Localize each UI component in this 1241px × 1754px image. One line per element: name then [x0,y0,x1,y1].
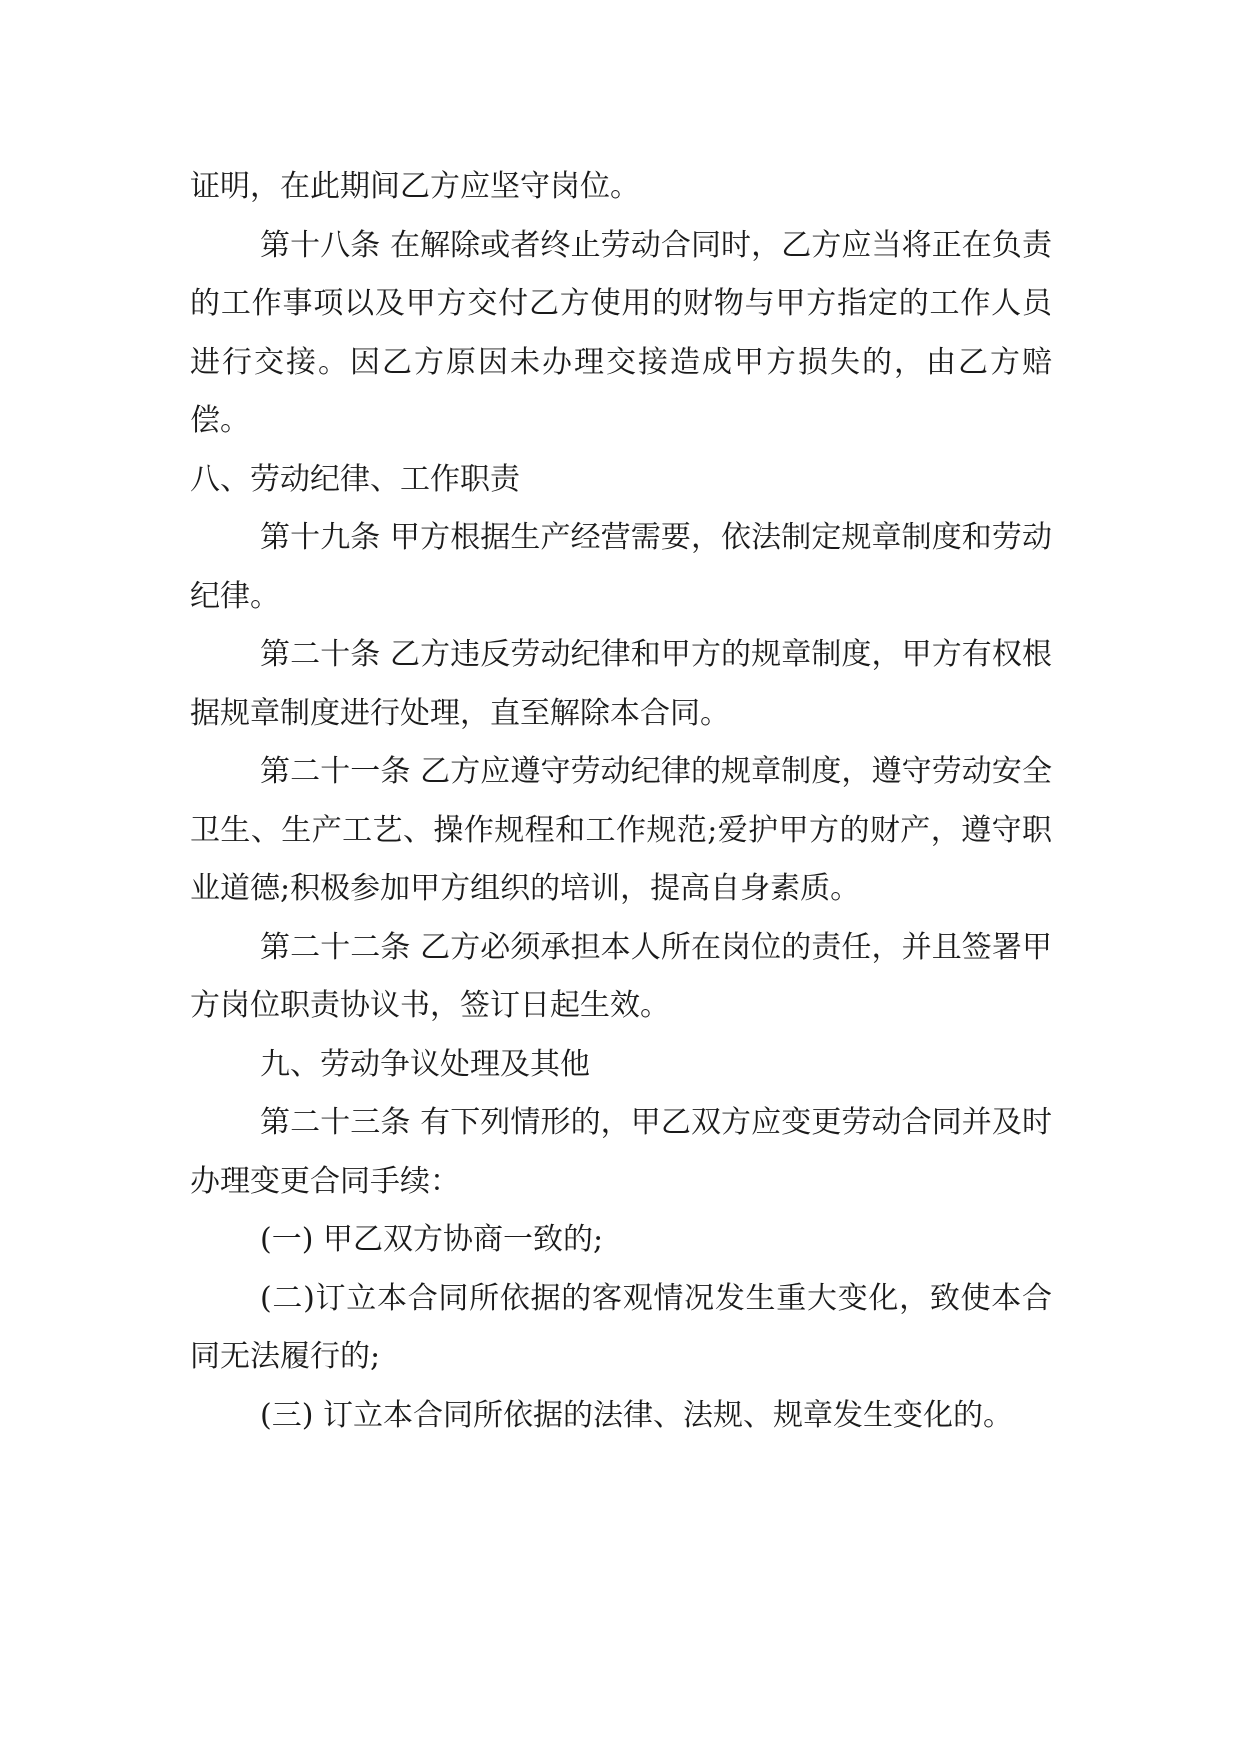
paragraph-article-21: 第二十一条 乙方应遵守劳动纪律的规章制度，遵守劳动安全卫生、生产工艺、操作规程和工作规范;爱护甲方的财产，遵守职业道德;积极参加甲方组织的培训，提高自身素质。 [190,754,1052,906]
paragraph-article-18: 第十八条 在解除或者终止劳动合同时，乙方应当将正在负责的工作事项以及甲方交付乙方使用的财物与甲方指定的工作人员进行交接。因乙方原因未办理交接造成甲方损失的，由乙方赔偿。 [190,227,1052,438]
paragraph-article-20: 第二十条 乙方违反劳动纪律和甲方的规章制度，甲方有权根据规章制度进行处理，直至解除本合同。 [190,637,1052,731]
section-heading-9: 九、劳动争议处理及其他 [260,1046,590,1082]
paragraph-article-22: 第二十二条 乙方必须承担本人所在岗位的责任，并且签署甲方岗位职责协议书，签订日起生效。 [190,929,1052,1023]
paragraph-continuation: 证明，在此期间乙方应坚守岗位。 [190,169,640,204]
list-item-1: (一) 甲乙双方协商一致的; [260,1222,604,1257]
document-body [190,158,1052,1445]
list-item-2: (二)订立本合同所依据的客观情况发生重大变化，致使本合同无法履行的; [190,1280,1052,1374]
paragraph-article-23: 第二十三条 有下列情形的，甲乙双方应变更劳动合同并及时办理变更合同手续： [190,1105,1052,1199]
section-heading-8: 八、劳动纪律、工作职责 [190,461,520,497]
paragraph-article-19: 第十九条 甲方根据生产经营需要，依法制定规章制度和劳动纪律。 [190,520,1052,614]
list-item-3: (三) 订立本合同所依据的法律、法规、规章发生变化的。 [260,1397,1013,1433]
